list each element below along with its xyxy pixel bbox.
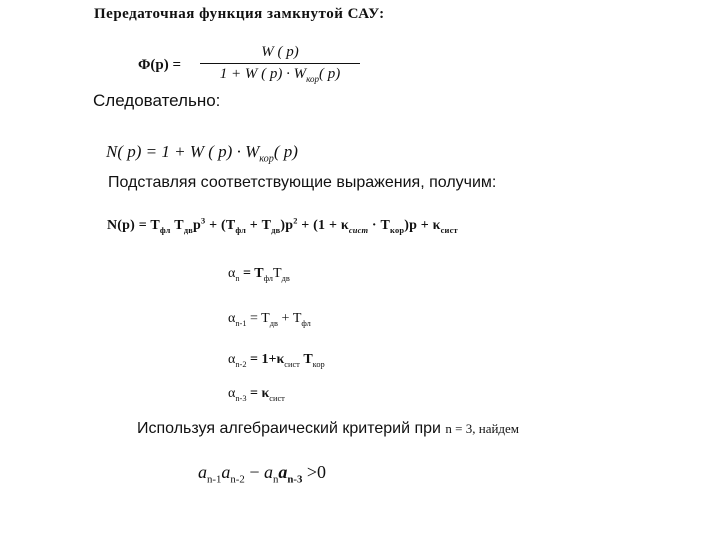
slide-heading: Передаточная функция замкнутой САУ: bbox=[94, 6, 385, 22]
coefficient-alpha-n-3: $\alpha_{n-3} = \kappa_{сист}$ bbox=[228, 386, 285, 403]
transfer-function-fraction bbox=[200, 44, 360, 83]
coefficient-alpha-n-1: $\alpha_{n-1} = T_{дв} + T_{фл}$ bbox=[228, 311, 311, 328]
fraction-denominator: 1 + W ( $p) \cdot W_{кор}$( p) bbox=[219, 66, 341, 84]
characteristic-polynomial-definition: N( p) = 1 + W ( $p) \cdot W_{кор}$( p) bbox=[106, 142, 298, 165]
coefficient-alpha-n-2: $\alpha_{n-2} = 1+\kappa_{сист}$ $T_{кор}$ bbox=[228, 352, 325, 369]
coefficient-alpha-n: $\alpha_n = T_{фл}T_{дв}$ bbox=[228, 266, 290, 283]
transfer-function-lhs: Φ(p) = bbox=[138, 57, 182, 73]
fraction-numerator: W ( p) bbox=[261, 44, 299, 60]
expanded-polynomial: $N(p) = T_{фл}$ $T_{дв}p^3 + (T_{фл} + T_{дв})p^2 + (1 + \kappa_{сист} \cdot T_{кор})p + \kappa_{сист}$ bbox=[107, 216, 458, 235]
stability-inequality: $a_{n-1}a_{n-2} - a_na_{n-3} >0$ bbox=[198, 462, 327, 486]
consequently-label: Следовательно: bbox=[93, 91, 221, 110]
criterion-text: Используя алгебраический критерий при n = 3, найдем bbox=[137, 420, 520, 437]
substitution-text: Подставляя соответствующие выражения, получим: bbox=[108, 174, 497, 191]
